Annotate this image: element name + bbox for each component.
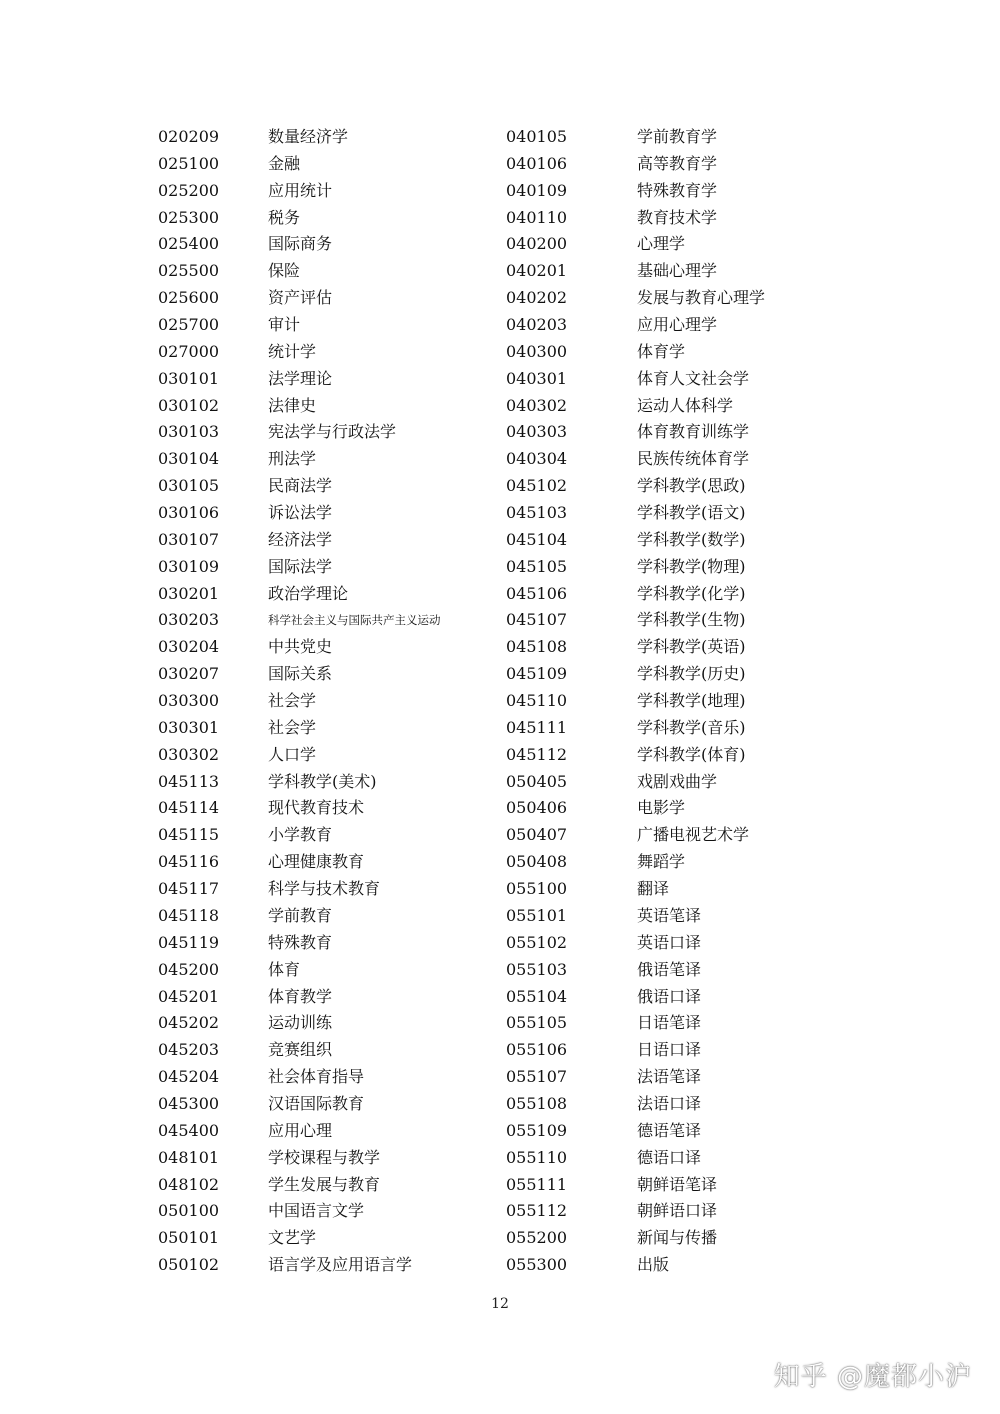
name-left-cell: 人口学: [268, 744, 317, 764]
name-right-cell: 学科教学(思政): [637, 476, 746, 496]
table-row: [158, 688, 858, 715]
code-left-cell: 020209: [158, 127, 220, 146]
code-left-cell: 025600: [158, 288, 220, 308]
name-right-cell: 英语口译: [637, 932, 702, 952]
name-right-cell: 学科教学(地理): [637, 691, 746, 711]
code-right-cell: 040304: [506, 449, 568, 469]
name-left-cell: 科学社会主义与国际共产主义运动: [268, 613, 441, 628]
code-left-cell: 030207: [158, 664, 220, 684]
code-left-cell: 030104: [158, 449, 220, 469]
code-right-cell: 055200: [506, 1228, 568, 1248]
code-right-cell: 055300: [506, 1255, 568, 1275]
code-right-cell: 040203: [506, 315, 568, 335]
table-row: [158, 607, 858, 634]
code-right-cell: 050405: [506, 771, 568, 791]
name-left-cell: 法律史: [268, 395, 317, 415]
code-right-cell: 040109: [506, 180, 568, 200]
code-left-cell: 045114: [158, 798, 220, 818]
name-right-cell: 法语笔译: [637, 1067, 702, 1087]
name-right-cell: 俄语口译: [637, 986, 702, 1006]
table-row: [158, 769, 858, 796]
table-row: [158, 1091, 858, 1118]
name-right-cell: 学科教学(语文): [637, 503, 746, 523]
name-left-cell: 应用心理: [268, 1120, 333, 1140]
code-right-cell: 045102: [506, 476, 568, 496]
code-right-cell: 055107: [506, 1067, 568, 1087]
table-row: [158, 151, 858, 178]
table-row: [158, 473, 858, 500]
table-row: [158, 527, 858, 554]
code-left-cell: 025200: [158, 180, 220, 200]
code-left-cell: 030106: [158, 503, 220, 523]
code-right-cell: 055102: [506, 932, 568, 952]
table-row: [158, 1118, 858, 1145]
name-left-cell: 国际关系: [268, 664, 333, 684]
code-right-cell: 045104: [506, 529, 568, 549]
code-left-cell: 045201: [158, 986, 220, 1006]
name-right-cell: 发展与教育心理学: [637, 288, 766, 308]
table-row: [158, 1010, 858, 1037]
name-left-cell: 文艺学: [268, 1228, 317, 1248]
code-right-cell: 040301: [506, 368, 568, 388]
table-row: [158, 554, 858, 581]
code-left-cell: 027000: [158, 341, 220, 361]
name-right-cell: 电影学: [637, 798, 686, 818]
code-left-cell: 025300: [158, 207, 220, 227]
name-left-cell: 资产评估: [268, 288, 333, 308]
name-left-cell: 心理健康教育: [268, 852, 365, 872]
code-right-cell: 055105: [506, 1013, 568, 1033]
table-row: [158, 1037, 858, 1064]
code-left-cell: 030105: [158, 476, 220, 496]
table-row: [158, 930, 858, 957]
name-right-cell: 学科教学(英语): [637, 637, 746, 657]
code-left-cell: 048101: [158, 1147, 220, 1167]
table-row: [158, 393, 858, 420]
name-left-cell: 宪法学与行政法学: [268, 422, 397, 442]
name-right-cell: 教育技术学: [637, 207, 718, 227]
code-right-cell: 055104: [506, 986, 568, 1006]
code-left-cell: 030102: [158, 395, 220, 415]
name-left-cell: 学校课程与教学: [268, 1147, 381, 1167]
name-right-cell: 应用心理学: [637, 315, 718, 335]
name-left-cell: 特殊教育: [268, 932, 333, 952]
name-right-cell: 日语笔译: [637, 1013, 702, 1033]
table-row: [158, 661, 858, 688]
name-left-cell: 民商法学: [268, 476, 333, 496]
table-row: [158, 205, 858, 232]
name-left-cell: 社会体育指导: [268, 1067, 365, 1087]
code-right-cell: 040105: [506, 127, 568, 146]
code-right-cell: 055103: [506, 959, 568, 979]
name-left-cell: 政治学理论: [268, 583, 349, 603]
name-right-cell: 学科教学(生物): [637, 610, 746, 630]
code-left-cell: 048102: [158, 1174, 220, 1194]
code-right-cell: 045109: [506, 664, 568, 684]
table-row: [158, 957, 858, 984]
name-right-cell: 学科教学(历史): [637, 664, 746, 684]
name-left-cell: 法学理论: [268, 368, 333, 388]
code-left-cell: 045115: [158, 825, 220, 845]
table-row: [158, 634, 858, 661]
name-left-cell: 保险: [268, 261, 301, 281]
name-right-cell: 广播电视艺术学: [637, 825, 750, 845]
table-row: [158, 1225, 858, 1252]
table-row: [158, 795, 858, 822]
code-left-cell: 045300: [158, 1093, 220, 1113]
name-right-cell: 朝鲜语口译: [637, 1201, 718, 1221]
code-right-cell: 045108: [506, 637, 568, 657]
name-right-cell: 德语口译: [637, 1147, 702, 1167]
code-left-cell: 045202: [158, 1013, 220, 1033]
name-left-cell: 中共党史: [268, 637, 333, 657]
code-right-cell: 040303: [506, 422, 568, 442]
name-left-cell: 数量经济学: [268, 127, 349, 146]
code-left-cell: 045118: [158, 905, 220, 925]
zhihu-watermark: 知乎 @魔都小沪: [773, 1362, 972, 1392]
code-left-cell: 030203: [158, 610, 220, 630]
page-number: 12: [491, 1296, 509, 1312]
code-right-cell: 050407: [506, 825, 568, 845]
table-row: [158, 178, 858, 205]
code-right-cell: 055101: [506, 905, 568, 925]
table-row: [158, 984, 858, 1011]
name-left-cell: 应用统计: [268, 180, 333, 200]
table-row: [158, 1145, 858, 1172]
code-left-cell: 045203: [158, 1040, 220, 1060]
code-right-cell: 040302: [506, 395, 568, 415]
table-row: [158, 822, 858, 849]
name-right-cell: 法语口译: [637, 1093, 702, 1113]
code-right-cell: 040106: [506, 153, 568, 173]
code-left-cell: 030301: [158, 717, 220, 737]
code-left-cell: 030300: [158, 691, 220, 711]
code-left-cell: 045116: [158, 852, 220, 872]
table-row: [158, 366, 858, 393]
code-left-cell: 030107: [158, 529, 220, 549]
table-row: [158, 581, 858, 608]
code-right-cell: 045110: [506, 691, 568, 711]
name-left-cell: 汉语国际教育: [268, 1093, 365, 1113]
code-left-cell: 045200: [158, 959, 220, 979]
code-left-cell: 030103: [158, 422, 220, 442]
table-row: [158, 285, 858, 312]
code-left-cell: 050101: [158, 1228, 220, 1248]
name-right-cell: 学科教学(物理): [637, 556, 746, 576]
code-left-cell: 025100: [158, 153, 220, 173]
code-left-cell: 045204: [158, 1067, 220, 1087]
table-row: [158, 903, 858, 930]
name-left-cell: 现代教育技术: [268, 798, 365, 818]
code-left-cell: 025500: [158, 261, 220, 281]
code-right-cell: 050408: [506, 852, 568, 872]
name-right-cell: 学科教学(体育): [637, 744, 746, 764]
code-right-cell: 045111: [506, 717, 568, 737]
code-left-cell: 030101: [158, 368, 220, 388]
name-left-cell: 统计学: [268, 341, 317, 361]
code-right-cell: 045106: [506, 583, 568, 603]
code-right-cell: 045107: [506, 610, 568, 630]
name-right-cell: 出版: [637, 1255, 670, 1275]
name-right-cell: 特殊教育学: [637, 180, 718, 200]
name-right-cell: 体育教育训练学: [637, 422, 750, 442]
name-right-cell: 舞蹈学: [637, 852, 686, 872]
code-left-cell: 045400: [158, 1120, 220, 1140]
code-right-cell: 055100: [506, 879, 568, 899]
name-right-cell: 朝鲜语笔译: [637, 1174, 718, 1194]
name-right-cell: 体育人文社会学: [637, 368, 750, 388]
code-right-cell: 040110: [506, 207, 568, 227]
name-left-cell: 语言学及应用语言学: [268, 1255, 413, 1275]
major-code-table: [158, 124, 858, 1279]
name-right-cell: 学前教育学: [637, 127, 718, 146]
name-left-cell: 经济法学: [268, 529, 333, 549]
code-right-cell: 040300: [506, 341, 568, 361]
code-right-cell: 045103: [506, 503, 568, 523]
name-left-cell: 学前教育: [268, 905, 333, 925]
table-row: [158, 446, 858, 473]
name-right-cell: 翻译: [637, 879, 670, 899]
code-right-cell: 055109: [506, 1120, 568, 1140]
code-right-cell: 055108: [506, 1093, 568, 1113]
name-left-cell: 金融: [268, 153, 301, 173]
name-right-cell: 新闻与传播: [637, 1228, 718, 1248]
name-left-cell: 中国语言文学: [268, 1201, 365, 1221]
code-left-cell: 025700: [158, 315, 220, 335]
name-right-cell: 日语口译: [637, 1040, 702, 1060]
code-right-cell: 040200: [506, 234, 568, 254]
code-right-cell: 045112: [506, 744, 568, 764]
table-row: [158, 1172, 858, 1199]
name-left-cell: 税务: [268, 207, 301, 227]
table-row: [158, 1064, 858, 1091]
table-row: [158, 124, 858, 151]
name-right-cell: 运动人体科学: [637, 395, 734, 415]
code-right-cell: 045105: [506, 556, 568, 576]
table-row: [158, 876, 858, 903]
name-left-cell: 审计: [268, 315, 301, 335]
name-left-cell: 学生发展与教育: [268, 1174, 381, 1194]
name-right-cell: 学科教学(音乐): [637, 717, 746, 737]
name-right-cell: 基础心理学: [637, 261, 718, 281]
name-left-cell: 科学与技术教育: [268, 879, 381, 899]
table-row: [158, 339, 858, 366]
code-left-cell: 050102: [158, 1255, 220, 1275]
name-left-cell: 国际法学: [268, 556, 333, 576]
name-left-cell: 体育教学: [268, 986, 333, 1006]
code-left-cell: 030204: [158, 637, 220, 657]
name-left-cell: 学科教学(美术): [268, 771, 377, 791]
name-left-cell: 诉讼法学: [268, 503, 333, 523]
table-row: [158, 258, 858, 285]
name-left-cell: 小学教育: [268, 825, 333, 845]
table-row: [158, 849, 858, 876]
table-row: [158, 312, 858, 339]
code-left-cell: 045119: [158, 932, 220, 952]
table-row: [158, 742, 858, 769]
name-left-cell: 社会学: [268, 717, 317, 737]
name-right-cell: 心理学: [637, 234, 686, 254]
table-row: [158, 1252, 858, 1279]
name-left-cell: 竞赛组织: [268, 1040, 333, 1060]
name-right-cell: 体育学: [637, 341, 686, 361]
table-row: [158, 419, 858, 446]
name-right-cell: 德语笔译: [637, 1120, 702, 1140]
name-left-cell: 刑法学: [268, 449, 317, 469]
table-row: [158, 1198, 858, 1225]
name-right-cell: 俄语笔译: [637, 959, 702, 979]
name-left-cell: 国际商务: [268, 234, 333, 254]
code-right-cell: 040202: [506, 288, 568, 308]
code-right-cell: 050406: [506, 798, 568, 818]
code-right-cell: 055110: [506, 1147, 568, 1167]
name-left-cell: 社会学: [268, 691, 317, 711]
table-row: [158, 715, 858, 742]
code-left-cell: 050100: [158, 1201, 220, 1221]
name-left-cell: 运动训练: [268, 1013, 333, 1033]
name-right-cell: 高等教育学: [637, 153, 718, 173]
code-right-cell: 055111: [506, 1174, 568, 1194]
code-right-cell: 055106: [506, 1040, 568, 1060]
code-left-cell: 030109: [158, 556, 220, 576]
code-right-cell: 040201: [506, 261, 568, 281]
code-left-cell: 045113: [158, 771, 220, 791]
name-right-cell: 学科教学(化学): [637, 583, 746, 603]
code-right-cell: 055112: [506, 1201, 568, 1221]
name-right-cell: 戏剧戏曲学: [637, 771, 718, 791]
code-left-cell: 030302: [158, 744, 220, 764]
code-left-cell: 045117: [158, 879, 220, 899]
table-row: [158, 500, 858, 527]
name-right-cell: 英语笔译: [637, 905, 702, 925]
code-left-cell: 025400: [158, 234, 220, 254]
name-right-cell: 学科教学(数学): [637, 529, 746, 549]
code-left-cell: 030201: [158, 583, 220, 603]
name-right-cell: 民族传统体育学: [637, 449, 750, 469]
name-left-cell: 体育: [268, 959, 301, 979]
table-row: [158, 231, 858, 258]
